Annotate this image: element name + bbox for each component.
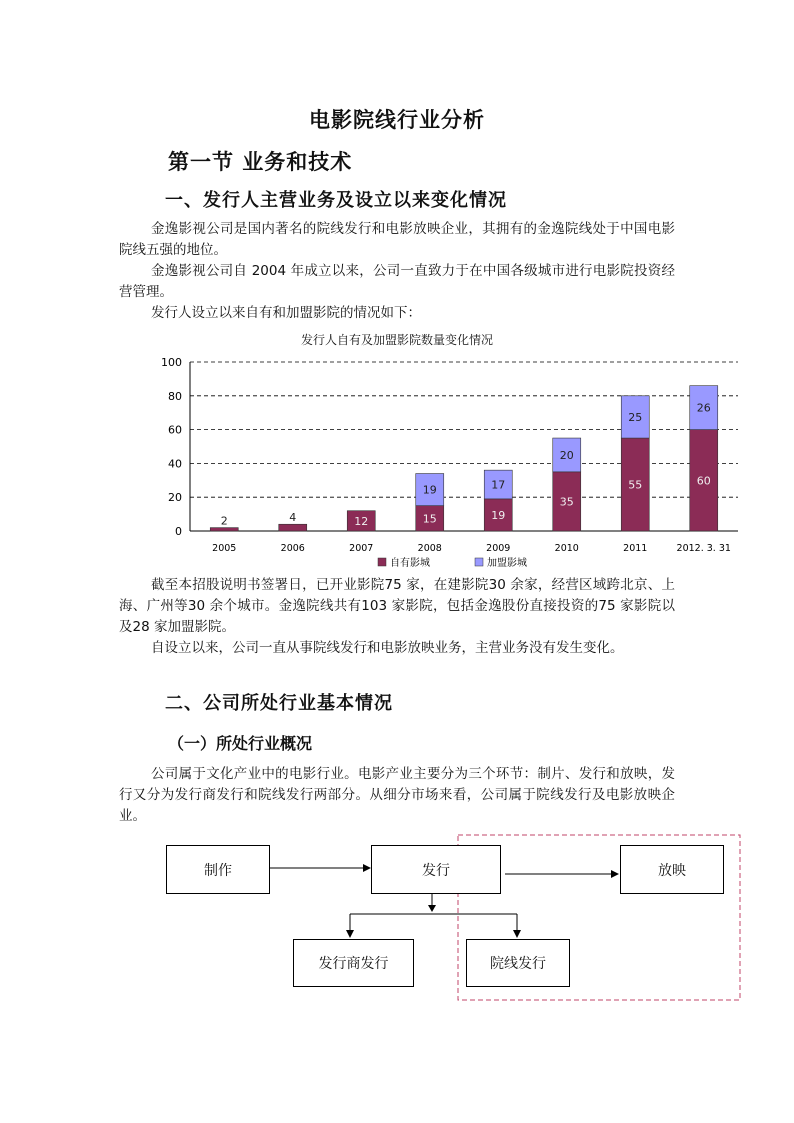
legend-swatch [475, 558, 483, 566]
arrowhead-distribution-down [428, 905, 436, 912]
y-tick-label: 100 [161, 356, 182, 369]
x-tick-label: 2011 [623, 543, 648, 554]
flow-box-distribution: 发行 [371, 845, 501, 894]
paragraph-cinema-count: 截至本招股说明书签署日，已开业影院75 家，在建影院30 余家，经营区域跨北京、上海、广州等30 余个城市。金逸院线共有103 家影院，包括金逸股份直接投资的75 家影院以及28 家加盟影院。 [119, 577, 675, 635]
bar-chart [150, 350, 750, 575]
data-label: 15 [422, 512, 437, 526]
arrowhead-production-to-distribution [363, 864, 371, 872]
x-tick-label: 2006 [280, 543, 305, 554]
data-label: 35 [559, 495, 574, 509]
x-tick-label: 2007 [349, 543, 374, 554]
paragraph-industry-description: 公司属于文化产业中的电影行业。电影产业主要分为三个环节：制片、发行和放映，发行又分为发行商发行和院线发行两部分。从细分市场来看，公司属于院线发行及电影放映企业。 [119, 766, 675, 824]
data-label: 60 [696, 474, 711, 488]
arrowhead-to-distributor [346, 930, 354, 938]
x-tick-label: 2008 [417, 543, 442, 554]
flow-box-production: 制作 [166, 845, 270, 894]
arrowhead-distribution-to-exhibition [611, 870, 619, 878]
y-tick-label: 20 [168, 491, 182, 505]
data-label: 19 [491, 508, 506, 522]
y-tick-label: 80 [168, 389, 182, 403]
data-label: 12 [354, 514, 369, 528]
chart-legend [378, 556, 527, 569]
heading-industry-overview: （一）所处行业概况 [168, 734, 313, 753]
y-tick-label: 0 [175, 525, 182, 538]
paragraph-chart-intro: 发行人设立以来自有和加盟影院的情况如下： [151, 305, 421, 321]
bar-owned [279, 524, 307, 531]
section-title: 第一节 业务和技术 [168, 150, 353, 174]
paragraph-company-founding: 金逸影视公司自 2004 年成立以来，公司一直致力于在中国各级城市进行电影院投资经营管理。 [119, 263, 675, 300]
data-label: 2 [220, 514, 228, 528]
y-tick-label: 60 [168, 423, 182, 437]
heading-industry: 二、公司所处行业基本情况 [165, 693, 393, 714]
data-label: 26 [696, 401, 711, 415]
chart-title: 发行人自有及加盟影院数量变化情况 [300, 333, 493, 347]
x-tick-label: 2005 [212, 543, 237, 554]
data-label: 19 [422, 483, 437, 497]
flow-box-distributor-release: 发行商发行 [293, 939, 414, 987]
data-label: 55 [628, 478, 643, 492]
data-label: 20 [559, 448, 574, 462]
heading-business: 一、发行人主营业务及设立以来变化情况 [165, 190, 507, 211]
paragraph-company-intro: 金逸影视公司是国内著名的院线发行和电影放映企业，其拥有的金逸院线处于中国电影院线五强的地位。 [119, 221, 675, 258]
paragraph-business-unchanged: 自设立以来，公司一直从事院线发行和电影放映业务，主营业务没有发生变化。 [151, 640, 624, 656]
x-tick-label: 2009 [486, 543, 511, 554]
legend-label: 自有影城 [390, 558, 430, 569]
chart-gridlines [190, 362, 738, 497]
chart-axes [161, 356, 738, 554]
data-label: 25 [628, 410, 643, 424]
flow-box-exhibition: 放映 [620, 845, 724, 894]
data-label: 17 [491, 478, 506, 492]
y-tick-label: 40 [168, 457, 182, 471]
legend-label: 加盟影城 [487, 558, 527, 569]
data-label: 4 [289, 511, 297, 525]
document-title: 电影院线行业分析 [309, 108, 485, 132]
x-tick-label: 2012. 3. 31 [676, 543, 731, 554]
x-tick-label: 2010 [554, 543, 579, 554]
chart-bars [210, 386, 718, 531]
legend-swatch [378, 558, 386, 566]
flow-box-theater-chain-release: 院线发行 [466, 939, 570, 987]
arrowhead-to-theater-chain [513, 930, 521, 938]
bar-owned [210, 528, 238, 531]
